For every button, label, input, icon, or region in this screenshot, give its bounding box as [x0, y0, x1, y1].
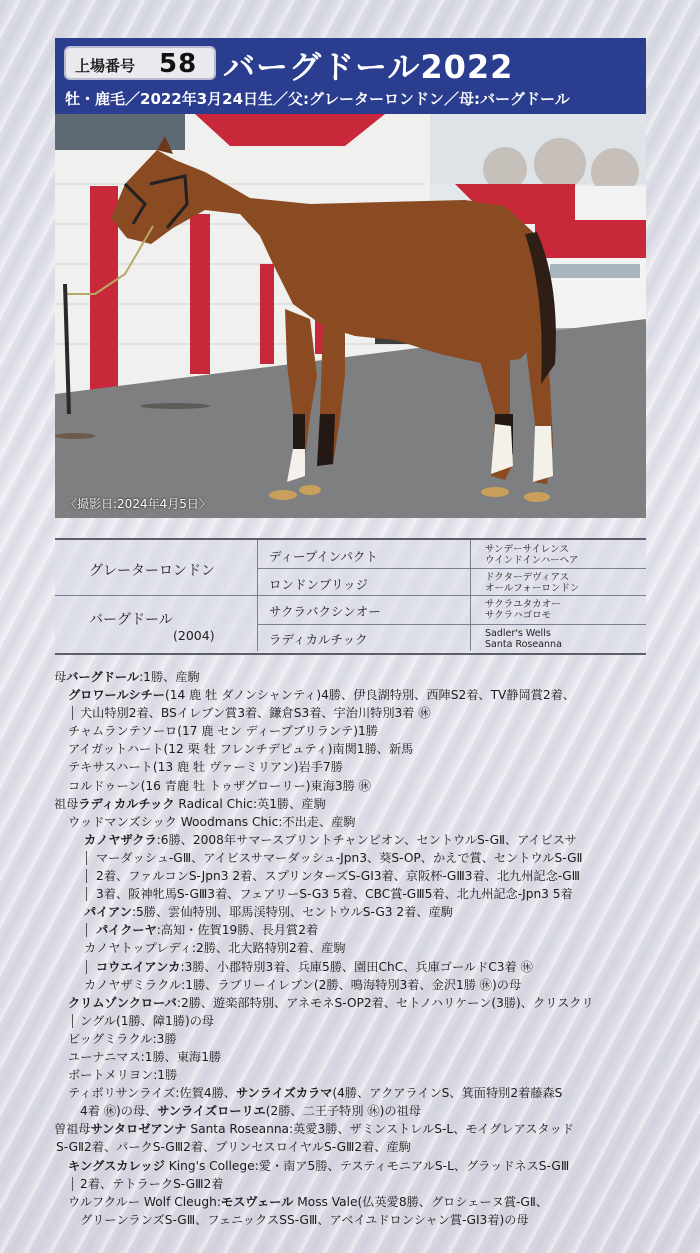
family-line	[54, 1102, 654, 1120]
pedigree-divider	[257, 540, 258, 651]
family-line-text: グリーンランズS-GⅢ、フェニックスSS-GⅢ、アベイユドロンシャン賞-GⅠ3着)の母	[80, 1212, 529, 1227]
family-line	[54, 1084, 654, 1102]
pedigree-sire: グレーターロンドン	[89, 563, 215, 579]
pedigree-g3: サンデーサイレンス	[485, 544, 569, 555]
family-line	[54, 921, 654, 939]
indent-bar	[72, 1014, 73, 1028]
family-line	[54, 813, 654, 831]
family-line	[54, 939, 654, 957]
family-line-text: ビッグミラクル:3勝	[68, 1031, 177, 1046]
pedigree-dam-sire: サクラバクシンオー	[269, 604, 381, 619]
family-line-text: カノヤトップレディ:2勝、北大路特別2着、産駒	[84, 941, 346, 956]
pedigree-g3: ウインドインハーヘア	[485, 555, 579, 566]
family-horse-name: コウエイアンカ	[96, 959, 181, 974]
family-line	[54, 994, 654, 1012]
pedigree-g3: ドクターデヴィアス	[485, 572, 570, 583]
family-line	[54, 777, 654, 795]
family-line	[54, 795, 654, 813]
indent-bar	[86, 869, 87, 883]
family-line-text: 3着、阪神牝馬S-GⅢ3着、フェアリーS-G3 5着、CBC賞-GⅢ5着、北九州記念-Jpn3 5着	[96, 887, 573, 902]
family-line	[54, 1012, 654, 1030]
family-line-text: (14 鹿 牡 ダノンシャンティ)4勝、伊良湖特別、西陣S2着、TV静岡賞2着、	[164, 688, 576, 703]
family-horse-name: バーグドール	[66, 670, 140, 684]
family-line	[54, 1138, 654, 1156]
family-line-text: :6勝、2008年サマースプリントチャンピオン、セントウルS-GⅡ、アイビスサ	[156, 832, 577, 847]
pedigree-divider	[470, 540, 471, 651]
pedigree-divider	[257, 624, 646, 625]
family-line-text: ウッドマンズシック Woodmans Chic:不出走、産駒	[68, 814, 356, 829]
pedigree-divider	[257, 568, 646, 569]
pedigree-g3: Sadler's Wells	[485, 628, 551, 639]
family-label: 母	[54, 670, 67, 684]
family-line	[54, 849, 654, 867]
indent-bar	[86, 923, 87, 937]
family-line-text: Radical Chic:英1勝、産駒	[174, 796, 326, 811]
family-line-text: コルドゥーン(16 青鹿 牡 トゥザグローリー)東海3勝 ㊡	[68, 778, 371, 793]
indent-bar	[86, 851, 87, 865]
family-line	[54, 1066, 654, 1084]
family-horse-name: グロワールシチー	[68, 688, 165, 703]
family-label: 曽祖母	[54, 1122, 91, 1137]
pedigree-dam-dam: ラディカルチック	[269, 632, 368, 647]
lot-badge	[64, 46, 216, 80]
family-label: 祖母	[54, 796, 79, 811]
family-line	[54, 1175, 654, 1193]
family-line-text: Moss Vale(仏英愛8勝、グロシェーヌ賞-GⅡ、	[293, 1194, 549, 1209]
family-line-text: ングル(1勝、障1勝)の母	[80, 1013, 215, 1028]
horse-photo-illustration	[55, 114, 646, 518]
pedigree-g3: オールフォーロンドン	[485, 583, 580, 594]
pedigree-sire-dam: ロンドンブリッジ	[269, 577, 369, 592]
family-line-text: S-GⅡ2着、パークS-GⅢ2着、プリンセスロイヤルS-GⅢ2着、産駒	[56, 1140, 411, 1155]
family-line	[54, 1193, 654, 1211]
family-line-text: :5勝、雲仙特別、耶馬渓特別、セントウルS-G3 2着、産駒	[131, 905, 453, 920]
family-line-text: 犬山特別2着、BSイレブン賞3着、鎌倉S3着、宇治川特別3着 ㊡	[80, 706, 431, 721]
lot-number: 58	[159, 49, 198, 79]
family-horse-name: モスヴェール	[220, 1194, 294, 1209]
family-line	[54, 885, 654, 903]
family-line-text: ティボリサンライズ:佐賀4勝、	[68, 1086, 236, 1101]
family-horse-name: サンライズカラマ	[235, 1086, 333, 1101]
pedigree-dam: バーグドール	[89, 612, 173, 628]
family-line	[54, 758, 654, 776]
family-line	[54, 740, 654, 758]
family-line	[54, 958, 654, 976]
family-line-text: ウルフクルー Wolf Cleugh:	[68, 1194, 221, 1209]
family-line	[54, 1120, 654, 1138]
pedigree-divider	[55, 595, 646, 596]
family-horse-name: サンタロゼアンナ	[90, 1122, 187, 1137]
family-line-text: (2勝、二王子特別 ㊡)の祖母	[265, 1104, 421, 1119]
family-horse-name: パイクーヤ	[96, 923, 157, 938]
family-line	[54, 831, 654, 849]
family-line	[54, 867, 654, 885]
family-horse-name: ラディカルチック	[78, 796, 175, 811]
indent-bar	[86, 887, 87, 901]
family-line	[54, 1157, 654, 1175]
pedigree-table	[55, 538, 646, 655]
family-line	[54, 1048, 654, 1066]
family-line	[54, 704, 654, 722]
photo-caption: 〈撮影日:2024年4月5日〉	[65, 497, 211, 511]
pedigree-g3: サクラユタカオー	[485, 599, 561, 610]
horse-name: バーグドール2022	[223, 48, 514, 86]
family-line	[54, 1211, 654, 1229]
header-band	[55, 38, 646, 114]
pedigree-g3: サクラハゴロモ	[485, 610, 552, 621]
indent-bar	[72, 706, 73, 720]
family-line-text: アイガットハート(12 栗 牡 フレンチデピュティ)南関1勝、新馬	[68, 742, 414, 757]
family-horse-name: クリムゾンクローバ	[68, 995, 177, 1010]
indent-bar	[72, 1177, 73, 1191]
family-line-text: :1勝、産駒	[139, 670, 200, 684]
horse-photo	[55, 114, 646, 518]
pedigree-dam-year: (2004)	[173, 628, 215, 643]
family-line-text: ボートメリヨン:1勝	[68, 1068, 178, 1083]
horse-info: 牡・鹿毛／2022年3月24日生／父:グレーターロンドン／母:バーグドール	[65, 90, 570, 108]
family-line-text: Santa Roseanna:英愛3勝、ザミンストレルS-L、モイグレアスタッド	[186, 1122, 574, 1137]
family-line-text: テキサスハート(13 鹿 牡 ヴァーミリアン)岩手7勝	[68, 760, 343, 775]
pedigree-g3: Santa Roseanna	[485, 639, 562, 650]
family-horse-name: カノヤザクラ	[84, 832, 157, 847]
pedigree-sire-sire: ディープインパクト	[269, 549, 378, 564]
family-line-text: :2勝、遊楽部特別、アネモネS-OP2着、セトノハリケーン(3勝)、クリスクリ	[176, 995, 594, 1010]
family-line-text: マーダッシュ-GⅢ、アイビスサマーダッシュ-Jpn3、葵S-OP、かえで賞、セントウルS-GⅡ	[96, 850, 583, 865]
family-line-text: King's College:愛・南ア5勝、テスティモニアルS-L、グラッドネスS-GⅢ	[164, 1158, 570, 1173]
family-line-text: カノヤザミラクル:1勝、ラブリーイレブン(2勝、鳴海特別3着、金沢1勝 ㊡)の母	[84, 977, 522, 992]
family-horse-name: パイアン	[84, 905, 132, 920]
lot-label: 上場番号	[75, 57, 136, 75]
indent-bar	[86, 960, 87, 974]
family-line	[54, 976, 654, 994]
family-line-text: 4着 ㊡)の母、	[80, 1104, 158, 1119]
family-line-text: チャムランテソーロ(17 鹿 セン ディープブリランテ)1勝	[68, 724, 378, 739]
family-line-text: 2着、テトラークS-GⅢ2着	[80, 1176, 224, 1191]
family-line-text: :3勝、小郡特別3着、兵庫5勝、園田ChC、兵庫ゴールドC3着 ㊡	[180, 959, 533, 974]
family-line	[54, 903, 654, 921]
family-line-text: (4勝、アクアラインS、箕面特別2着藤森S	[332, 1086, 563, 1101]
family-line-text: :高知・佐賀19勝、長月賞2着	[156, 923, 319, 938]
family-line	[54, 668, 654, 686]
family-line-text: ユーナニマス:1勝、東海1勝	[68, 1049, 222, 1064]
family-line	[54, 1030, 654, 1048]
family-horse-name: キングスカレッジ	[68, 1158, 165, 1173]
family-line	[54, 722, 654, 740]
family-line-text: 2着、ファルコンS-Jpn3 2着、スプリンターズS-GⅠ3着、京阪杯-GⅢ3着、北九州記念-GⅢ	[96, 869, 581, 884]
family-horse-name: サンライズローリエ	[157, 1104, 266, 1119]
family-history	[54, 668, 654, 1229]
family-line	[54, 686, 654, 704]
